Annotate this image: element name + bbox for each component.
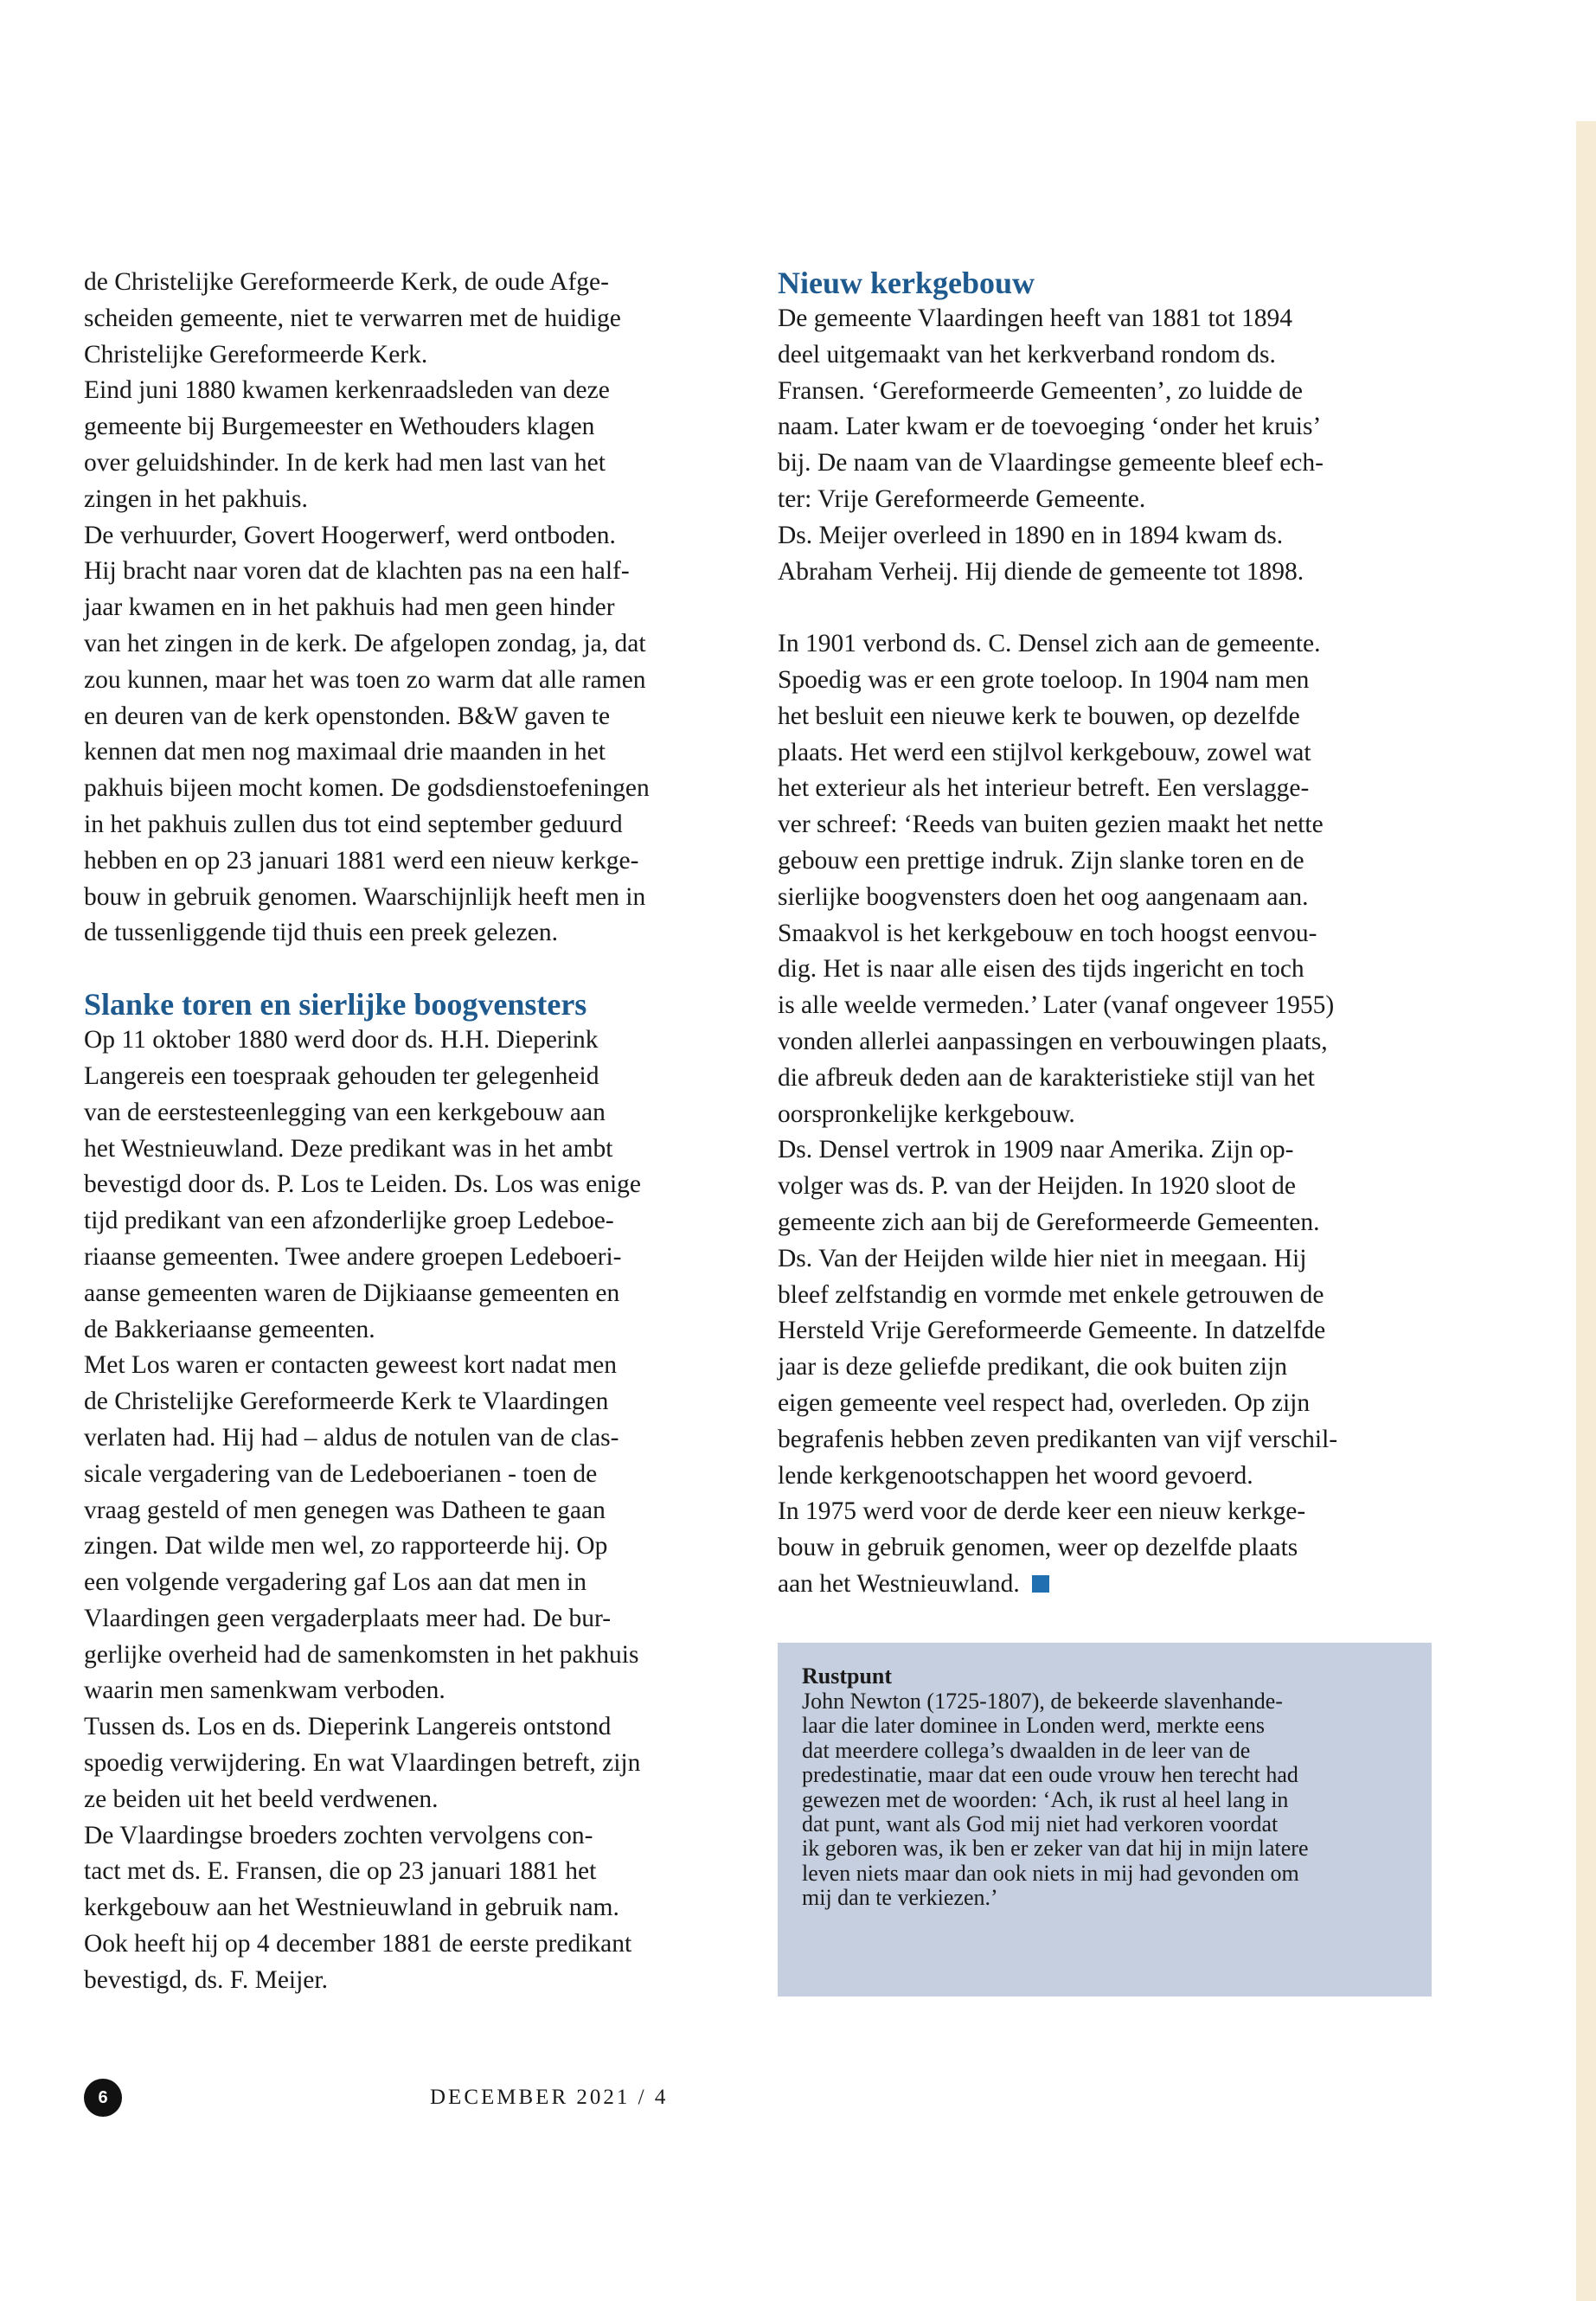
paragraph-spacer	[778, 590, 1444, 626]
left-paragraph-6: Tussen ds. Los en ds. Dieperink Langereis ontstond spoedig verwijdering. En wat Vlaardingen betreft, zijn ze beiden uit het beeld verdwenen.	[84, 1713, 641, 1813]
rustpunt-text: John Newton (1725-1807), de bekeerde slavenhande- laar die later dominee in Londen werd, merkte eens dat meerdere collega’s dwaalden in de leer van de predestinatie, maar dat een oude vrouw hen terecht had gewezen met de woorden: ‘Ach, ik rust al heel lang in dat punt, want als God mij niet had verkoren voordat ik geboren was, ik ben er zeker van dat hij in mijn latere leven niets maar dan ook niets in mij had gevonden om mij dan te verkiezen.’	[802, 1689, 1309, 1911]
left-paragraph-3: De verhuurder, Govert Hoogerwerf, werd ontboden. Hij bracht naar voren dat de klachten pas na een half- jaar kwamen en in het pakhuis had men geen hinder van het zingen in de kerk. De afgelopen zondag, ja, dat zou kunnen, maar het was toen zo warm dat alle ramen en deuren van de kerk openstonden. B&W gaven te kennen dat men nog maximaal drie maanden in het pakhuis bijeen mocht komen. De godsdienstoefeningen in het pakhuis zullen dus tot eind september geduurd hebben en op 23 januari 1881 werd een nieuw kerkge- bouw in gebruik genomen. Waarschijnlijk heeft men in de tussenliggende tijd thuis een preek gelezen.	[84, 521, 650, 947]
right-paragraph-5	[778, 1494, 1444, 1602]
right-paragraph-2: Ds. Meijer overleed in 1890 en in 1894 kwam ds. Abraham Verheij. Hij diende de gemeente tot 1898.	[778, 521, 1304, 586]
left-paragraph-7: De Vlaardingse broeders zochten vervolgens con- tact met ds. E. Fransen, die op 23 januari 1881 het kerkgebouw aan het Westnieuwland in gebruik nam. Ook heeft hij op 4 december 1881 de eerste predikant bevestigd, ds. F. Meijer.	[84, 1821, 632, 1994]
page-number-badge: 6	[84, 2079, 122, 2117]
left-paragraph-5: Met Los waren er contacten geweest kort nadat men de Christelijke Gereformeerde Kerk te Vlaardingen verlaten had. Hij had – aldus de notulen van de clas- sicale vergadering van de Ledeboerianen - toen de vraag gesteld of men genegen was Datheen te gaan zingen. Dat wilde men wel, zo rapporteerde hij. Op een volgende vergadering gaf Los aan dat men in Vlaardingen geen vergaderplaats meer had. De bur- gerlijke overheid had de samenkomsten in het pakhuis waarin men samenkwam verboden.	[84, 1351, 639, 1705]
section-heading-nieuw-kerkgebouw: Nieuw kerkgebouw	[778, 266, 1035, 300]
rustpunt-title: Rustpunt	[802, 1663, 893, 1689]
left-paragraph-1: de Christelijke Gereformeerde Kerk, de oude Afge- scheiden gemeente, niet te verwarren met de huidige Christelijke Gereformeerde Kerk.	[84, 268, 621, 369]
right-paragraph-4: Ds. Densel vertrok in 1909 naar Amerika. Zijn op- volger was ds. P. van der Heijden. In 1920 sloot de gemeente zich aan bij de Gereformeerde Gemeenten. Ds. Van der Heijden wilde hier niet in meegaan. Hij bleef zelfstandig en vormde met enkele getrouwen de Hersteld Vrije Gereformeerde Gemeente. In datzelfde jaar is deze geliefde predikant, die ook buiten zijn eigen gemeente veel respect had, overleden. Op zijn begrafenis hebben zeven predikanten van vijf verschil- lende kerkgenootschappen het woord gevoerd.	[778, 1136, 1338, 1490]
left-paragraph-2: Eind juni 1880 kwamen kerkenraadsleden van deze gemeente bij Burgemeester en Wethouders klagen over geluidshinder. In de kerk had men last van het zingen in het pakhuis.	[84, 376, 610, 513]
left-column	[84, 265, 750, 1999]
end-mark-square-icon	[1032, 1575, 1049, 1593]
section-heading-slanke-toren: Slanke toren en sierlijke boogvensters	[84, 987, 587, 1022]
right-paragraph-1: De gemeente Vlaardingen heeft van 1881 tot 1894 deel uitgemaakt van het kerkverband rondom ds. Fransen. ‘Gereformeerde Gemeenten’, zo luidde de naam. Later kwam er de toevoeging ‘onder het kruis’ bij. De naam van de Vlaardingse gemeente bleef ech- ter: Vrije Gereformeerde Gemeente.	[778, 304, 1324, 513]
right-column	[778, 265, 1444, 1603]
right-paragraph-5-text: In 1975 werd voor de derde keer een nieuw kerkge- bouw in gebruik genomen, weer op dezelfde plaats aan het Westnieuwland.	[778, 1497, 1306, 1598]
page-edge-strip	[1576, 121, 1596, 2301]
left-paragraph-4: Op 11 oktober 1880 werd door ds. H.H. Dieperink Langereis een toespraak gehouden ter gelegenheid van de eerstesteenlegging van een kerkgebouw aan het Westnieuwland. Deze predikant was in het ambt bevestigd door ds. P. Los te Leiden. Ds. Los was enige tijd predikant van een afzonderlijke groep Ledeboe- riaanse gemeenten. Twee andere groepen Ledeboeri- aanse gemeenten waren de Dijkiaanse gemeenten en de Bakkeriaanse gemeenten.	[84, 1026, 641, 1343]
rustpunt-box	[778, 1643, 1432, 1997]
right-paragraph-3: In 1901 verbond ds. C. Densel zich aan de gemeente. Spoedig was er een grote toeloop. In 1904 nam men het besluit een nieuwe kerk te bouwen, op dezelfde plaats. Het werd een stijlvol kerkgebouw, zowel wat het exterieur als het interieur betreft. Een verslagge- ver schreef: ‘Reeds van buiten gezien maakt het nette gebouw een prettige indruk. Zijn slanke toren en de sierlijke boogvensters doen het oog aangenaam aan. Smaakvol is het kerkgebouw en toch hoogst eenvou- dig. Het is naar alle eisen des tijds ingericht en toch is alle weelde vermeden.’ Later (vanaf ongeveer 1955) vonden allerlei aanpassingen en verbouwingen plaats, die afbreuk deden aan de karakteristieke stijl van het oorspronkelijke kerkgebouw.	[778, 630, 1335, 1128]
issue-label: DECEMBER 2021 / 4	[430, 2086, 669, 2109]
